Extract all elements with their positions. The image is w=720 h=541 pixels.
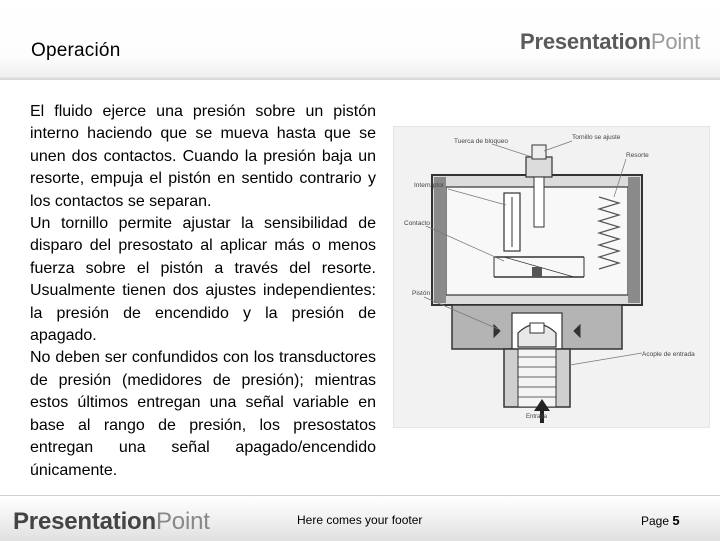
label-tuerca: Tuerca de bloqueo (454, 138, 508, 145)
page-number-label (641, 513, 680, 528)
page-number: 5 (672, 513, 680, 528)
body-paragraph: El fluido ejerce una presión sobre un pistón interno haciendo que se mueva hasta que se unen dos contactos. Cuando la presión baja un resorte, empuja el pistón en sentido contrario y los contactos se separan. (30, 103, 376, 210)
logo-top (520, 29, 700, 55)
body-paragraph: No deben ser confundidos con los transductores de presión (medidores de presión); mientras estos últimos entregan una señal variable en base al rango de presión, los presostatos entregan una señal apagado/encendido únicamente. (30, 349, 376, 479)
pressure-switch-diagram (393, 126, 710, 428)
footer-text: Here comes your footer (297, 513, 423, 527)
label-resorte: Resorte (626, 152, 649, 159)
label-acople: Acople de entrada (642, 351, 695, 358)
label-tornillo: Tornillo se ajuste (572, 134, 621, 141)
logo-light-text: Point (650, 29, 700, 54)
label-contacto: Contacto (404, 220, 431, 227)
logo-strong-text: Presentation (13, 508, 156, 535)
slide-title: Operación (31, 40, 121, 61)
label-entrada: Entrada (526, 414, 548, 420)
label-piston: Pistón (412, 290, 431, 297)
logo-bottom (13, 508, 210, 536)
label-interruptor: Interruptor (414, 182, 444, 189)
logo-strong-text: Presentation (519, 29, 651, 54)
page-prefix: Page (641, 514, 670, 528)
body-paragraph: Un tornillo permite ajustar la sensibilidad de disparo del presostato al aplicar más o menos fuerza sobre el pistón a través del resorte. Usualmente tienen dos ajustes independientes: la presión de encendido y la presión de apagado. (30, 215, 376, 345)
body-text (30, 101, 376, 482)
logo-light-text: Point (155, 508, 210, 535)
